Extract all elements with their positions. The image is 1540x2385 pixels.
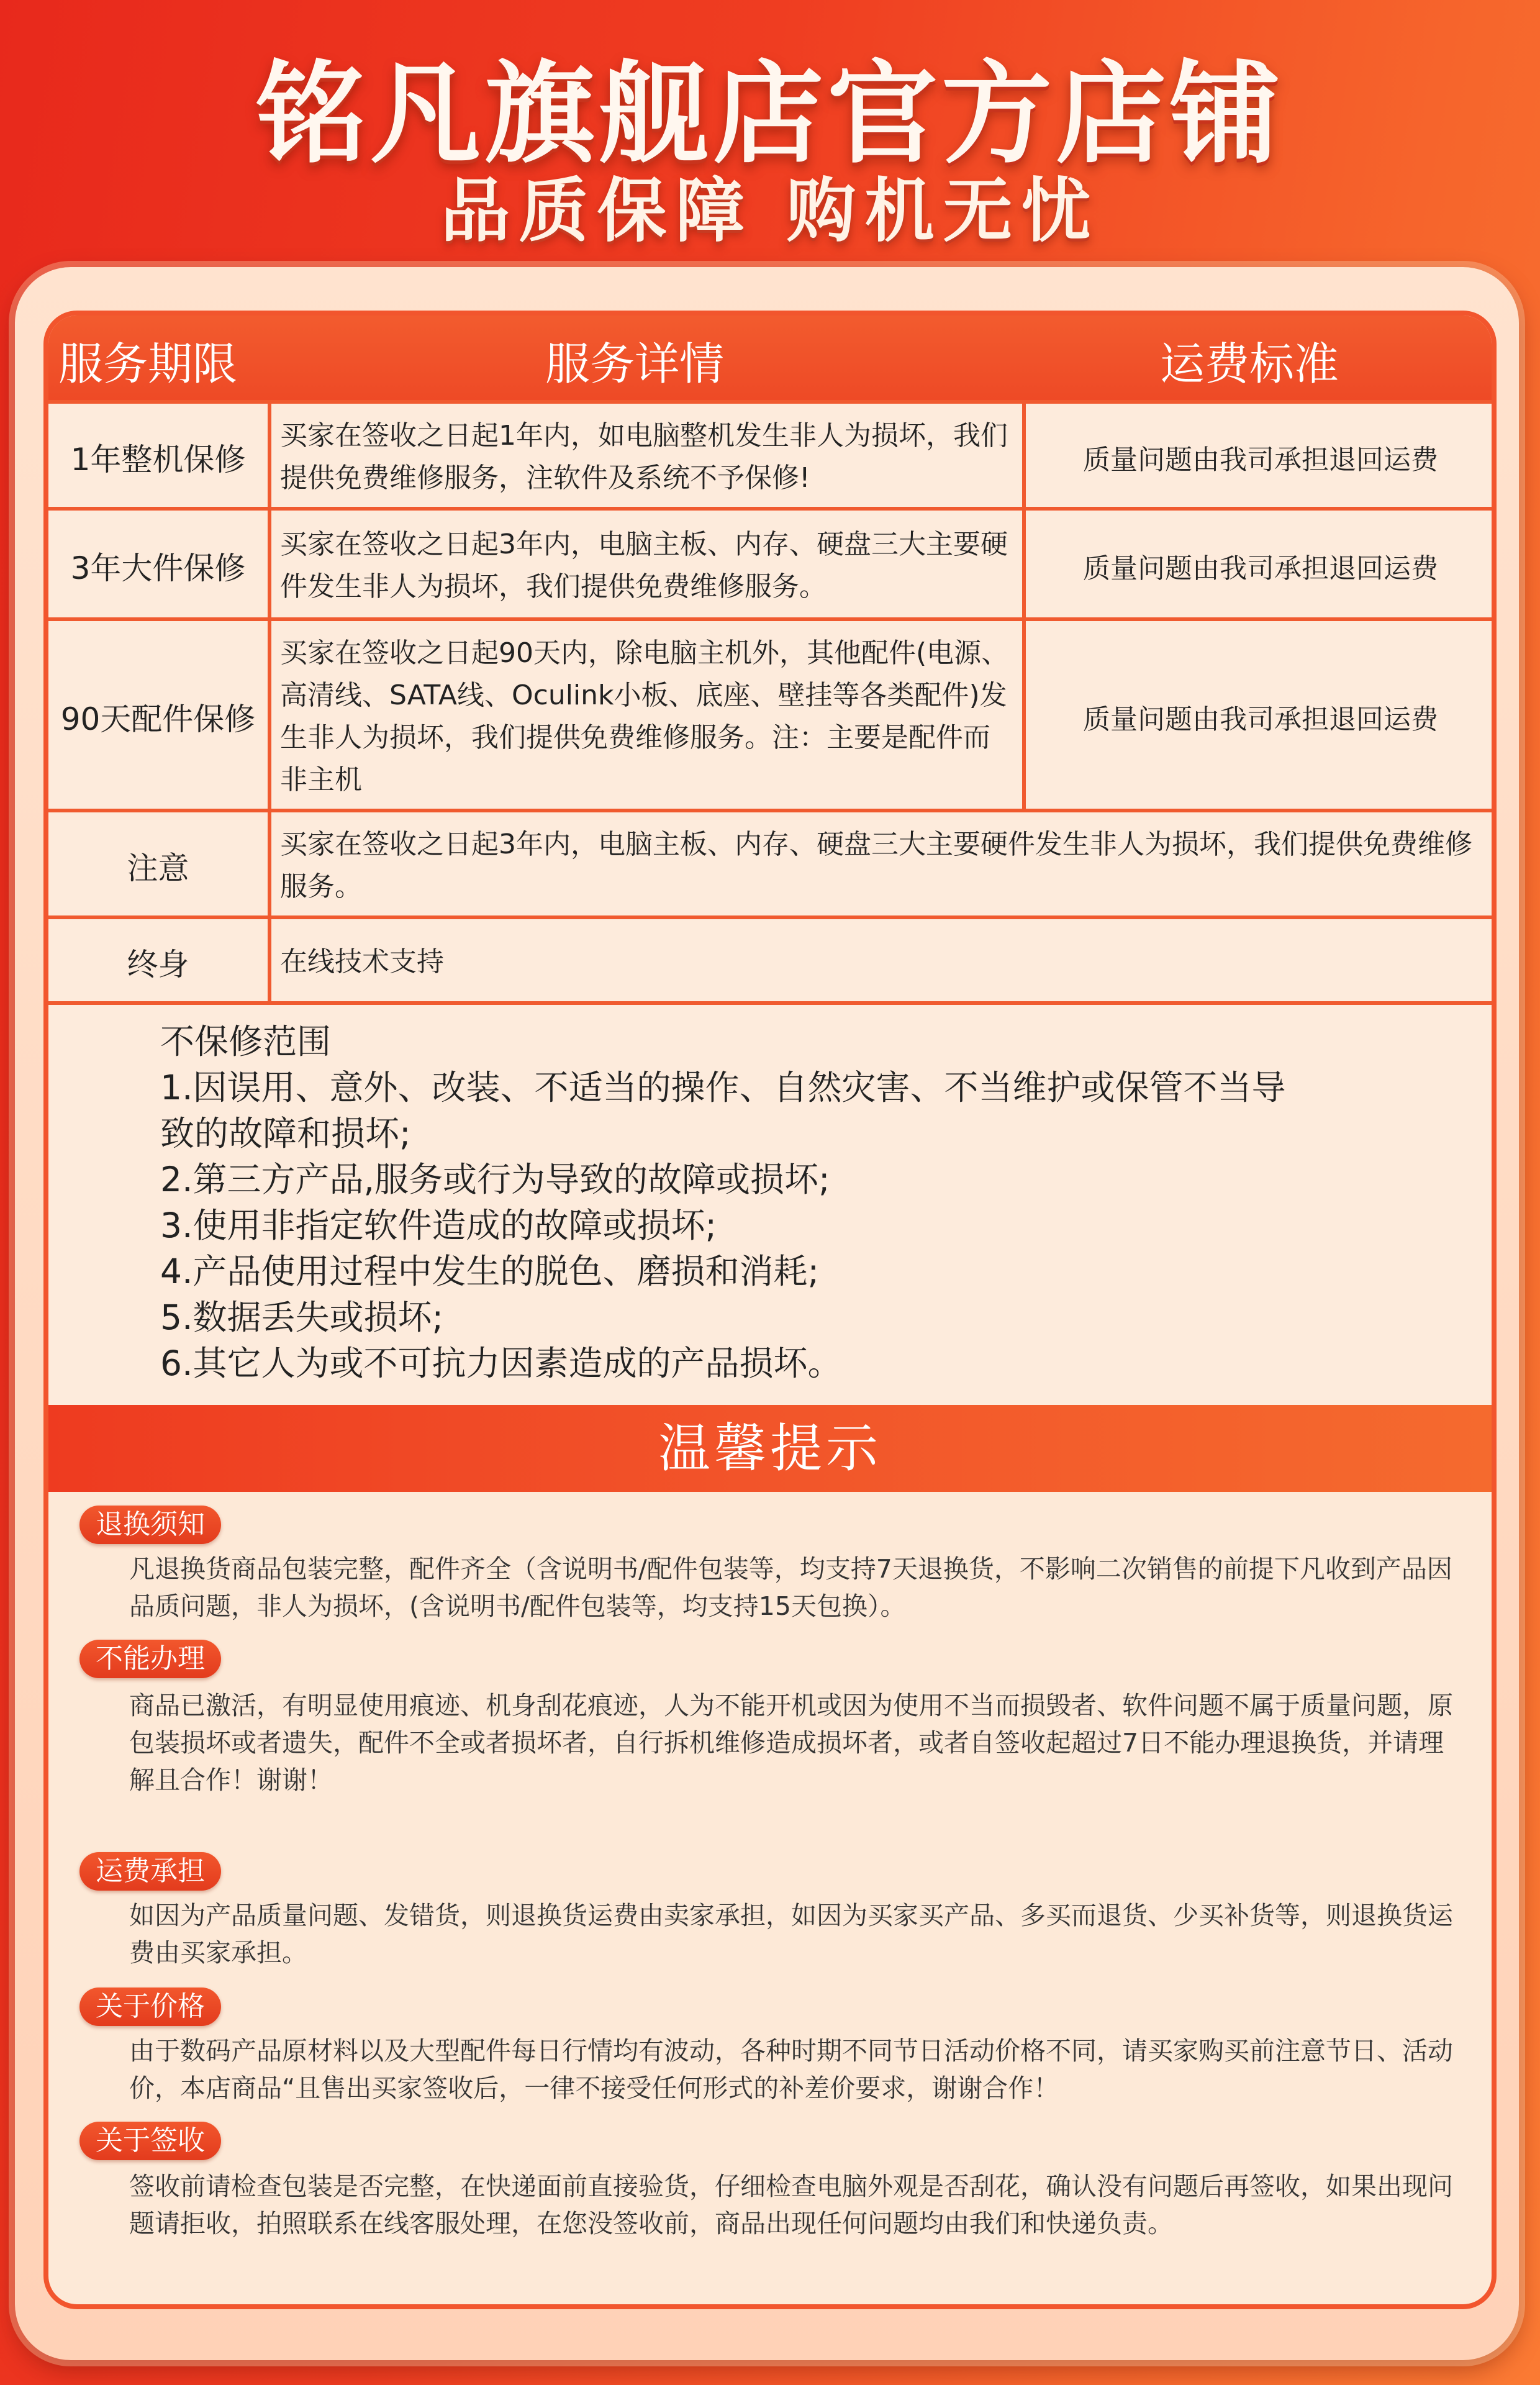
tip-badge-signing: 关于签收 <box>79 2122 221 2160</box>
tip-text-signing: 签收前请检查包装是否完整，在快递面前直接验货，仔细检查电脑外观是否刮花，确认没有问题后再签收，如果出现问题请拒收，拍照联系在线客服处理，在您没签收前，商品出现任何问题均由我们和快递负责。 <box>129 2171 1453 2238</box>
tip-text-return: 凡退换货商品包装完整，配件齐全（含说明书/配件包装等，均支持7天退换货，不影响二次销售的前提下凡收到产品因品质问题，非人为损坏，(含说明书/配件包装等，均支持15天包换）。 <box>129 1554 1452 1621</box>
row-shipping: 质量问题由我司承担退回运费 <box>1083 553 1438 584</box>
table-row <box>48 617 1492 812</box>
tip-text-not-allowed: 商品已激活，有明显使用痕迹、机身刮花痕迹，人为不能开机或因为使用不当而损毁者、软件问题不属于质量问题，原包装损坏或者遗失，配件不全或者损坏者，自行拆机维修造成损坏者，或者自签收起超过7日不能办理退换货，并请理解且合作！谢谢！ <box>129 1691 1453 1795</box>
tip-text-price: 由于数码产品原材料以及大型配件每日行情均有波动，各种时期不同节日活动价格不同，请买家购买前注意节日、活动价，本店商品“且售出买家签收后，一律不接受任何形式的补差价要求，谢谢合作！ <box>129 2036 1453 2103</box>
row-detail: 买家在签收之日起1年内，如电脑整机发生非人为损坏，我们提供免费维修服务，注软件及系统不予保修! <box>271 404 1026 511</box>
table-row <box>48 915 1492 1005</box>
row-shipping: 质量问题由我司承担退回运费 <box>1083 704 1438 735</box>
tip-badge-price: 关于价格 <box>79 1988 221 2026</box>
exclusion-line: 致的故障和损坏; <box>160 1114 411 1153</box>
table-header <box>48 316 1492 400</box>
table-row <box>48 809 1492 919</box>
column-header-shipping: 运费标准 <box>1160 338 1339 390</box>
exclusion-line: 3.使用非指定软件造成的故障或损坏; <box>160 1206 717 1245</box>
tip-text-shipping: 如因为产品质量问题、发错货，则退换货运费由卖家承担，如因为买家买产品、多买而退货、少买补货等，则退换货运费由买家承担。 <box>129 1901 1453 1968</box>
exclusion-line: 1.因误用、意外、改装、不适当的操作、自然灾害、不当维护或保管不当导 <box>160 1068 1286 1107</box>
column-header-period: 服务期限 <box>58 338 238 390</box>
tip-badge-not-allowed: 不能办理 <box>79 1640 221 1678</box>
tip-badge-return: 退换须知 <box>79 1506 221 1544</box>
row-period: 1年整机保修 <box>48 404 271 511</box>
row-detail: 买家在签收之日起3年内，电脑主板、内存、硬盘三大主要硬件发生非人为损坏，我们提供免费维修服务。 <box>271 511 1026 621</box>
exclusions-section <box>48 1001 1492 1405</box>
exclusions-title: 不保修范围 <box>160 1022 332 1061</box>
exclusion-line: 2.第三方产品,服务或行为导致的故障或损坏; <box>160 1160 830 1199</box>
header <box>0 0 1540 261</box>
column-header-detail: 服务详情 <box>545 338 725 390</box>
tip-badge-shipping: 运费承担 <box>79 1852 221 1891</box>
row-detail: 买家在签收之日起3年内，电脑主板、内存、硬盘三大主要硬件发生非人为损坏，我们提供免费维修服务。 <box>280 829 1472 902</box>
exclusion-line: 6.其它人为或不可抗力因素造成的产品损坏。 <box>160 1343 842 1383</box>
row-period: 注意 <box>48 812 271 919</box>
row-detail: 买家在签收之日起90天内，除电脑主机外，其他配件(电源、高清线、SATA线、Oculink小板、底座、壁挂等各类配件)发生非人为损坏，我们提供免费维修服务。注：主要是配件而非主机 <box>271 621 1026 812</box>
exclusion-line: 4.产品使用过程中发生的脱色、磨损和消耗; <box>160 1252 820 1291</box>
exclusion-line: 5.数据丢失或损坏; <box>160 1297 444 1337</box>
row-period: 90天配件保修 <box>48 621 271 812</box>
row-period: 3年大件保修 <box>48 511 271 621</box>
row-shipping: 质量问题由我司承担退回运费 <box>1083 444 1438 476</box>
row-period: 终身 <box>48 919 271 1005</box>
store-subtitle: 品质保障 购机无忧 <box>440 171 1100 252</box>
store-title: 铭凡旗舰店官方店铺 <box>256 50 1284 178</box>
tips-header: 温馨提示 <box>48 1405 1492 1492</box>
service-panel <box>43 311 1497 2309</box>
table-row <box>48 400 1492 511</box>
table-row <box>48 507 1492 621</box>
row-detail: 在线技术支持 <box>280 946 444 978</box>
